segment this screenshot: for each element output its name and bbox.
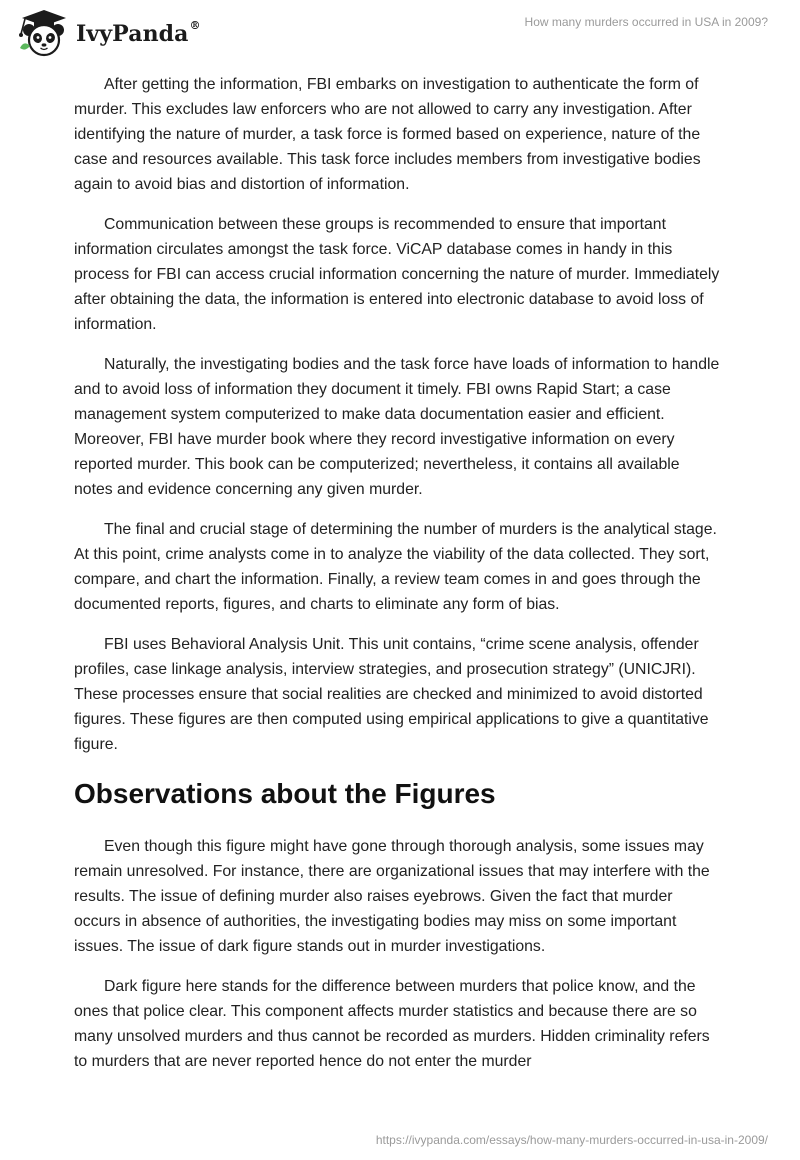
essay-body xyxy=(74,72,722,1089)
paragraph: Even though this figure might have gone through thorough analysis, some issues may remain unresolved. For instance, there are organizational issues that may interfere with the results. The issue of defining murder also raises eyebrows. Given the fact that murder occurs in absence of authorities, the investigating bodies may miss on some important issues. The issue of dark figure stands out in murder investigations. xyxy=(74,838,710,955)
paragraph: Communication between these groups is recommended to ensure that important information circulates amongst the task force. ViCAP database comes in handy in this process for FBI can access crucial information concerning the nature of murder. Immediately after obtaining the data, the information is entered into electronic database to avoid loss of information. xyxy=(74,216,720,333)
paragraph: Naturally, the investigating bodies and the task force have loads of information to handle and to avoid loss of information they document it timely. FBI owns Rapid Start; a case management system computerized to make data documentation easier and efficient. Moreover, FBI have murder book where they record investigative information on every reported murder. This book can be computerized; nevertheless, it contains all available notes and evidence concerning any given murder. xyxy=(74,356,720,498)
source-url[interactable]: https://ivypanda.com/essays/how-many-murders-occurred-in-usa-in-2009/ xyxy=(375,1133,768,1147)
page-title: How many murders occurred in USA in 2009? xyxy=(524,15,768,29)
paragraph: The final and crucial stage of determining the number of murders is the analytical stage. At this point, crime analysts come in to analyze the viability of the data collected. They sort, compare, and chart the information. Finally, a review team comes in and goes through the documented reports, figures, and charts to eliminate any form of bias. xyxy=(74,521,717,613)
paragraph: Dark figure here stands for the difference between murders that police know, and the ones that police clear. This component affects murder statistics and because there are so many unsolved murders and thus cannot be recorded as murders. Hidden criminality refers to murders that are never reported hence do not enter the murder xyxy=(74,978,710,1070)
paragraph: After getting the information, FBI embarks on investigation to authenticate the form of murder. This excludes law enforcers who are not allowed to carry any investigation. After identifying the nature of murder, a task force is formed based on experience, nature of the case and resources available. This task force includes members from investigative bodies again to avoid bias and distortion of information. xyxy=(74,76,701,193)
panda-graduate-icon xyxy=(14,8,72,58)
section-heading: Observations about the Figures xyxy=(74,778,496,809)
ivypanda-logo[interactable] xyxy=(14,8,201,58)
brand-name: IvyPanda® xyxy=(76,19,201,47)
paragraph: FBI uses Behavioral Analysis Unit. This unit contains, “crime scene analysis, offender profiles, case linkage analysis, interview strategies, and prosecution strategy” (UNICJRI). These processes ensure that social realities are checked and minimized to avoid distorted figures. These figures are then computed using empirical applications to give a quantitative figure. xyxy=(74,636,709,753)
page-header xyxy=(0,0,800,66)
